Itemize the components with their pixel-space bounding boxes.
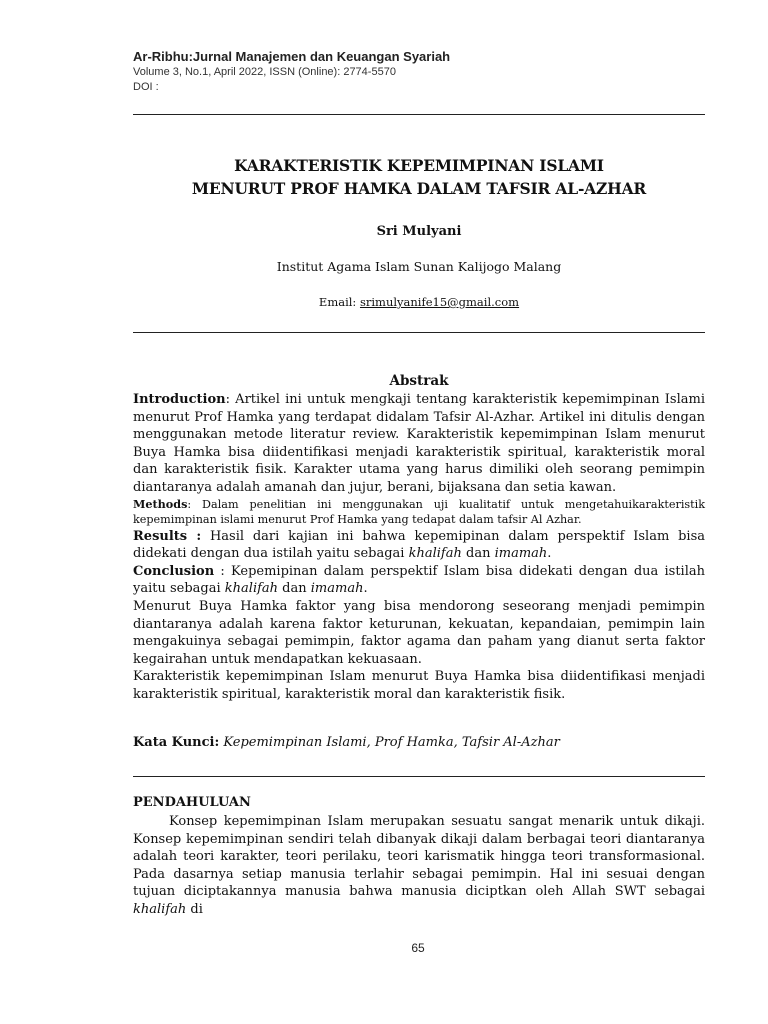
conclusion-imamah: imamah bbox=[310, 581, 364, 597]
intro-khalifah: khalifah bbox=[133, 901, 187, 917]
author-name: Sri Mulyani bbox=[376, 224, 462, 239]
keywords-label: Kata Kunci: bbox=[133, 735, 220, 750]
title-line-2: MENURUT PROF HAMKA DALAM TAFSIR AL-AZHAR bbox=[191, 179, 647, 198]
page-number: 65 bbox=[411, 941, 425, 955]
keywords bbox=[133, 735, 705, 750]
results-text: Hasil dari kajian ini bahwa kepemipinan dalam perspektif Islam bisa didekati dengan dua istilah yaitu sebagai bbox=[133, 528, 706, 562]
email-link[interactable]: srimulyanife15@gmail.com bbox=[359, 295, 520, 309]
journal-name: Ar-Ribhu:Jurnal Manajemen dan Keuangan Syariah bbox=[133, 49, 451, 64]
abstract-body bbox=[133, 391, 705, 704]
keywords-divider bbox=[133, 776, 705, 777]
article-title bbox=[133, 154, 705, 200]
intro-end: di bbox=[186, 901, 203, 917]
intro-text: Konsep kepemimpinan Islam merupakan sesuatu sangat menarik untuk dikaji. Konsep kepemimpinan sendiri telah dibanyak dikaji dalam berbagai teori diantaranya adalah teori karakter, teori perilaku, teori karismatik hingga teori transformasional. Pada dasarnya setiap manusia terlahir sebagai pemimpin. Hal ini sesuai dengan tujuan diciptakannya manusia bahwa manusia diciptkan oleh Allah SWT sebagai bbox=[133, 814, 705, 900]
results-end: . bbox=[547, 546, 552, 562]
abstract-characteristics-paragraph: Karakteristik kepemimpinan Islam menurut Buya Hamka bisa diidentifikasi menjadi karakteristik spiritual, karakteristik moral dan karakteristik fisik. bbox=[133, 669, 705, 702]
header-divider bbox=[133, 114, 705, 115]
abstract-factors-paragraph: Menurut Buya Hamka faktor yang bisa mendorong seseorang menjadi pemimpin diantaranya adalah karena faktor keturunan, kekuatan, kepandaian, pemimpin lain mengakuinya sebagai pemimpin, faktor agama dan paham yang dianut serta faktor kegairahan untuk mendapatkan kekuasaan. bbox=[133, 598, 705, 667]
conclusion-dan: dan bbox=[278, 581, 311, 597]
journal-doi: DOI : bbox=[133, 81, 159, 93]
methods-label: Methods bbox=[133, 496, 188, 511]
journal-header bbox=[133, 48, 693, 95]
author-email bbox=[133, 295, 705, 309]
journal-volume: Volume 3, No.1, April 2022, ISSN (Online): 2774-5570 bbox=[133, 66, 396, 78]
abstract-methods bbox=[133, 497, 705, 528]
methods-text: : Dalam penelitian ini menggunakan uji kualitatif untuk mengetahuikarakteristik kepemimpinan islami menurut Prof Hamka yang tedapat dalam tafsir Al Azhar. bbox=[133, 497, 705, 527]
introduction-label: Introduction bbox=[133, 392, 226, 407]
intro-paragraph bbox=[133, 813, 705, 919]
section-body bbox=[133, 813, 705, 919]
abstract-results bbox=[133, 528, 705, 563]
results-khalifah: khalifah bbox=[408, 546, 462, 562]
title-line-1: KARAKTERISTIK KEPEMIMPINAN ISLAMI bbox=[234, 156, 604, 175]
results-dan: dan bbox=[461, 546, 495, 562]
results-label: Results : bbox=[133, 528, 202, 544]
email-label: Email: bbox=[318, 295, 357, 309]
title-divider bbox=[133, 332, 705, 333]
section-heading: PENDAHULUAN bbox=[133, 795, 251, 810]
keywords-text: Kepemimpinan Islami, Prof Hamka, Tafsir Al-Azhar bbox=[223, 735, 560, 750]
results-imamah: imamah bbox=[494, 546, 548, 562]
abstract-heading: Abstrak bbox=[389, 373, 449, 389]
abstract-conclusion bbox=[133, 563, 705, 598]
abstract-introduction bbox=[133, 391, 705, 497]
conclusion-text: : Kepemipinan dalam perspektif Islam bisa didekati dengan dua istilah yaitu sebagai bbox=[133, 563, 705, 597]
conclusion-end: . bbox=[363, 581, 368, 597]
introduction-text: : Artikel ini untuk mengkaji tentang karakteristik kepemimpinan Islami menurut Prof Hamka yang terdapat didalam Tafsir Al-Azhar. Artikel ini ditulis dengan menggunakan metode literatur review. Karakteristik kepemimpinan Islam menurut Buya Hamka bisa diidentifikasi menjadi karakteristik spiritual, karakteristik moral dan karakteristik fisik. Karakter utama yang harus dimiliki oleh seorang pemimpin diantaranya adalah amanah dan jujur, berani, bijaksana dan setia kawan. bbox=[133, 392, 705, 495]
author-affiliation: Institut Agama Islam Sunan Kalijogo Malang bbox=[276, 259, 562, 274]
conclusion-label: Conclusion bbox=[133, 563, 215, 579]
conclusion-khalifah: khalifah bbox=[224, 581, 279, 597]
